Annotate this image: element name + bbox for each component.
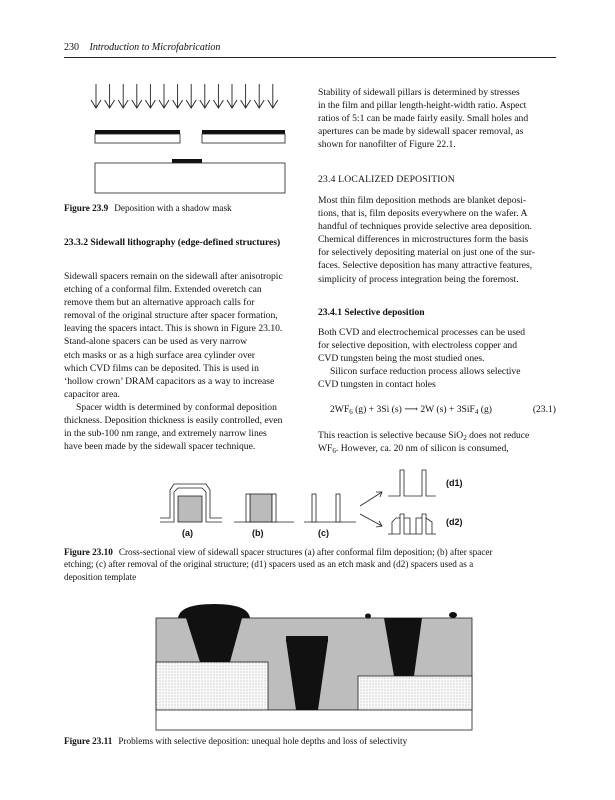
running-header: [64, 42, 554, 53]
section-heading-23-4-1: 23.4.1 Selective deposition: [318, 307, 425, 318]
text-line: [318, 429, 558, 442]
eq-part: (g) + 3Si (s) ⟶ 2W (s) + 3SiF: [352, 404, 475, 415]
text-sub: 2: [463, 434, 467, 442]
text-line: Stability of sidewall pillars is determined by stresses: [318, 87, 520, 98]
text-line: Silicon surface reduction process allows selective: [330, 366, 521, 378]
text-line: ‘hollow crown’ DRAM capacitors as a way to increase: [64, 375, 275, 387]
text-part: does not reduce: [466, 430, 530, 441]
shadow-mask-left: [95, 130, 180, 134]
text-line: ratios of 5:1 can be made fairly easily. Small holes and: [318, 113, 529, 125]
label-a: (a): [182, 528, 193, 538]
silicon-right: [358, 676, 472, 710]
substrate: [156, 710, 472, 730]
text-part: This reaction is selective because SiO: [318, 430, 464, 441]
text-line: tions, that is, film deposits everywhere on the wafer. A: [318, 208, 528, 220]
section-heading-23-3-2: 23.3.2 Sidewall lithography (edge-defined structures): [64, 237, 281, 248]
header-rule: [64, 57, 556, 58]
figure-23-9-caption: [64, 202, 304, 214]
right-paragraph-1: [318, 86, 558, 151]
text-line: thickness. Deposition thickness is easily controlled, even: [64, 415, 283, 427]
text-line: in the film and pillar length-height-width ratio. Aspect: [318, 100, 527, 112]
label-b: (b): [252, 528, 264, 538]
label-d2: (d2): [446, 517, 463, 527]
shadow-mask-left-support: [95, 134, 180, 143]
silicon-left: [156, 662, 268, 710]
caption-text: Problems with selective deposition: unequal hole depths and loss of selectivity: [118, 736, 408, 746]
figure-label: Figure 23.9: [64, 203, 109, 213]
text-line: Most thin film deposition methods are blanket deposi-: [318, 195, 527, 206]
middle-top-fill: [286, 636, 328, 642]
figure-label: Figure 23.11: [64, 736, 113, 746]
text-line: Chemical differences in microstructures form the basis: [318, 234, 529, 246]
structure-d2: [388, 514, 436, 534]
caption-line: etching; (c) after removal of the original structure; (d1) spacers used as an etch mask and (d2) spacers used as a: [64, 559, 474, 570]
structure-b: [234, 494, 294, 522]
caption-line: deposition template: [64, 571, 137, 582]
text-line: faces. Selective deposition has many attractive features,: [318, 260, 533, 272]
text-part: WF: [318, 443, 333, 455]
figure-23-9-diagram: [88, 84, 288, 204]
figure-23-11-diagram: [150, 596, 480, 734]
figure-23-11-caption: [64, 735, 558, 747]
arrow-icon: [91, 84, 278, 108]
structure-d1: [388, 470, 436, 496]
text-line: Sidewall spacers remain on the sidewall after anisotropic: [64, 271, 283, 282]
text-line: Both CVD and electrochemical processes can be used: [318, 327, 525, 338]
text-line: Spacer width is determined by conformal deposition: [76, 402, 277, 413]
label-d1: (d1): [446, 478, 463, 488]
caption-line: [64, 546, 558, 558]
left-paragraph-1: [64, 270, 306, 401]
caption-text: Cross-sectional view of sidewall spacer structures (a) after conformal film deposition; (b) after spacer: [118, 547, 493, 557]
text-line: for selective deposition, with electroless copper and: [318, 340, 518, 352]
text-line: removal of the original structure after spacer formation,: [64, 310, 278, 322]
eq-sub: 6: [349, 408, 353, 416]
tungsten-overgrowth: [178, 604, 250, 618]
text-line: CVD tungsten being the most studied ones.: [318, 353, 485, 365]
label-c: (c): [318, 528, 329, 538]
substrate: [95, 163, 285, 193]
right-paragraph-selective: [318, 326, 558, 391]
text-line: simplicity of process integration being the foremost.: [318, 273, 519, 285]
text-line: remove them but an alternative approach calls for: [64, 297, 255, 309]
text-line: which CVD films can be deposited. This is used in: [64, 362, 259, 374]
running-title: Introduction to Microfabrication: [89, 42, 221, 53]
text-sub: 6: [332, 447, 336, 456]
eq-part: (g): [478, 404, 492, 415]
text-line: etch masks or as a high surface area cylinder over: [64, 349, 255, 361]
eq-part: 2WF: [330, 404, 350, 415]
shadow-mask-right-support: [202, 134, 285, 143]
equation-23-1: [330, 404, 556, 415]
text-line: in the sub-100 nm range, and extremely narrow lines: [64, 428, 267, 440]
text-line: have been made by the sidewall spacer technique.: [64, 441, 256, 453]
text-line: leaving the spacers intact. This is shown in Figure 23.10.: [64, 323, 283, 335]
text-line: etching of a conformal film. Extended overetch can: [64, 284, 262, 296]
page-number: 230: [64, 42, 79, 53]
arrow-icon: [360, 514, 382, 526]
text-line: for selectively depositing material on just one of the sur-: [318, 247, 535, 259]
right-paragraph-after-eq: [318, 429, 558, 455]
text-line: capacitor area.: [64, 388, 120, 400]
figure-label: Figure 23.10: [64, 547, 113, 557]
figure-23-10-caption: [64, 546, 558, 583]
text-line: shown for nanofilter of Figure 22.1.: [318, 139, 456, 151]
text-line: handful of techniques provide selective area deposition.: [318, 221, 532, 233]
text-line: [318, 442, 558, 455]
equation-number: (23.1): [532, 404, 556, 415]
arrow-icon: [360, 492, 382, 506]
deposited-film: [172, 159, 202, 163]
text-line: Stand-alone spacers can be used as very narrow: [64, 336, 248, 348]
shadow-mask-right: [202, 130, 285, 134]
left-paragraph-2: [64, 401, 306, 453]
text-line: CVD tungsten in contact holes: [318, 379, 436, 391]
structure-a: [160, 484, 222, 522]
section-heading-23-4: 23.4 LOCALIZED DEPOSITION: [318, 174, 455, 185]
stray-nucleus: [365, 614, 371, 619]
eq-sub: 4: [474, 408, 479, 416]
text-line: apertures can be made by sidewall spacer removal, as: [318, 126, 524, 138]
caption-text: Deposition with a shadow mask: [114, 203, 232, 213]
stray-nucleus: [449, 612, 457, 618]
right-paragraph-localized: [318, 194, 558, 286]
text-part: . However, ca. 20 nm of silicon is consumed,: [335, 443, 509, 455]
structure-c: [304, 494, 356, 522]
